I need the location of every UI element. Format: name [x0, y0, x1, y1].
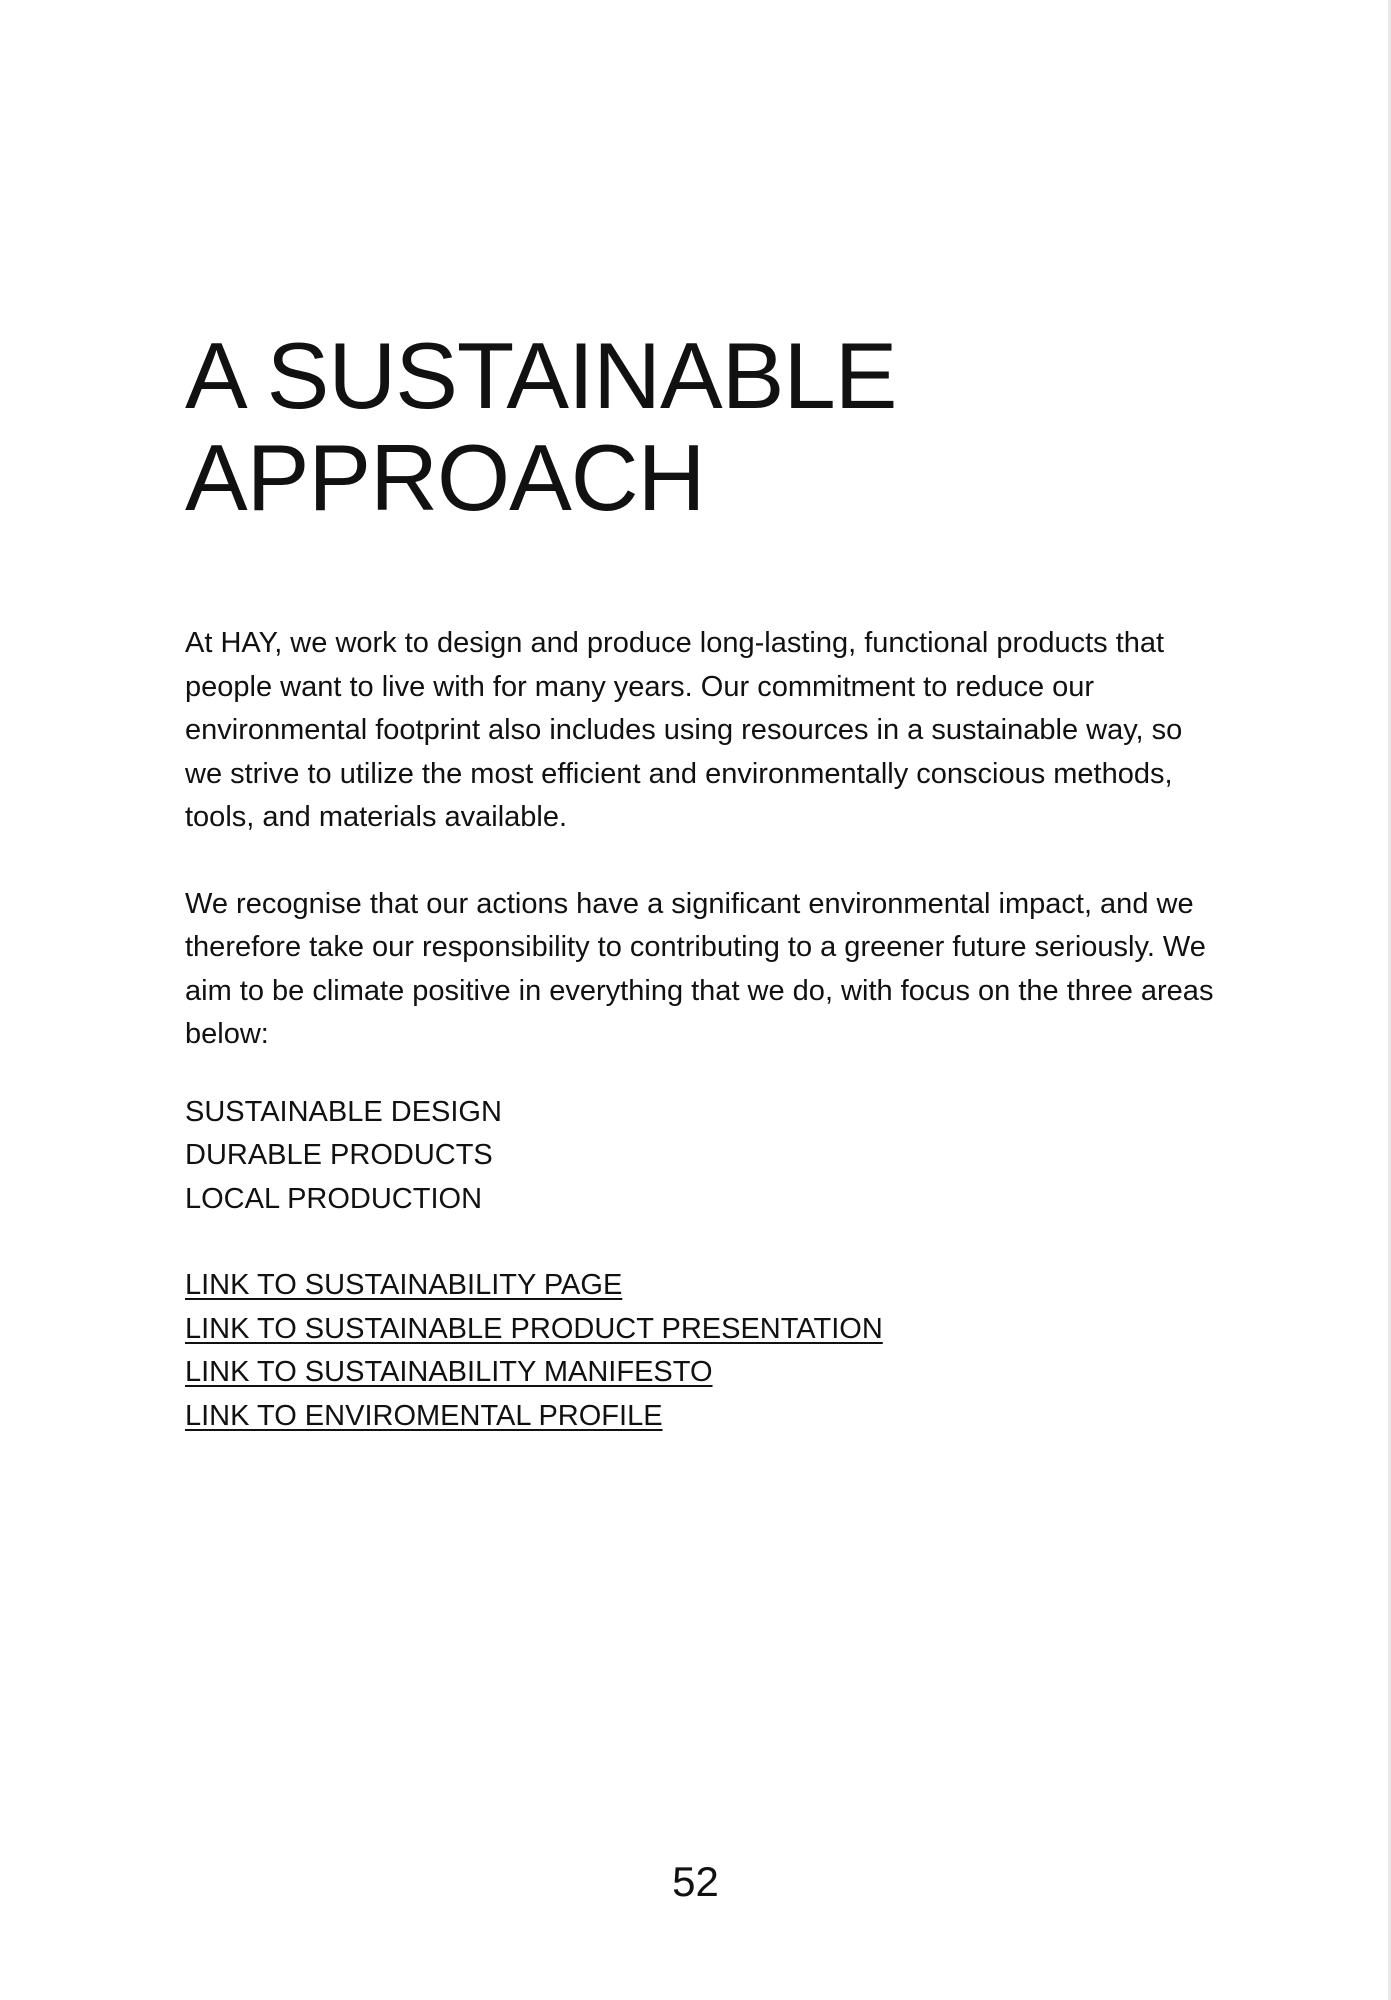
focus-area-item: SUSTAINABLE DESIGN — [185, 1095, 502, 1128]
links-list-item — [185, 1395, 1225, 1439]
links-list-item — [185, 1308, 1225, 1352]
sustainability-page-link[interactable]: LINK TO SUSTAINABILITY PAGE — [185, 1269, 623, 1301]
page-title — [185, 325, 1225, 529]
links-list-item — [185, 1264, 1225, 1308]
impact-paragraph: We recognise that our actions have a significant environmental impact, and we therefore take our responsibility to contributing to a greener future seriously. We aim to be climate positive in everything that we do, with focus on the three areas below: — [185, 887, 1214, 1050]
environmental-profile-link[interactable]: LINK TO ENVIROMENTAL PROFILE — [185, 1399, 663, 1432]
links-list — [185, 1264, 1225, 1438]
focus-area-item: DURABLE PRODUCTS — [185, 1139, 493, 1171]
links-list-item — [185, 1351, 1225, 1395]
sustainability-manifesto-link[interactable]: LINK TO SUSTAINABILITY MANIFESTO — [185, 1356, 713, 1388]
intro-paragraph: At HAY, we work to design and produce long-lasting, functional products that people want to live with for many years. Our commitment to reduce our environmental footprint also includes using resources in a sustainable way, so we strive to utilize the most efficient and environmentally conscious methods, tools, and materials available. — [185, 627, 1183, 833]
focus-area-item: LOCAL PRODUCTION — [185, 1182, 483, 1215]
title-line-1: A SUSTAINABLE — [185, 323, 897, 428]
title-line-2: APPROACH — [185, 425, 705, 530]
focus-areas-list — [185, 1091, 1225, 1222]
page-content — [185, 325, 1225, 1438]
page-number: 52 — [672, 1858, 719, 1905]
sustainable-product-presentation-link[interactable]: LINK TO SUSTAINABLE PRODUCT PRESENTATION — [185, 1312, 883, 1345]
